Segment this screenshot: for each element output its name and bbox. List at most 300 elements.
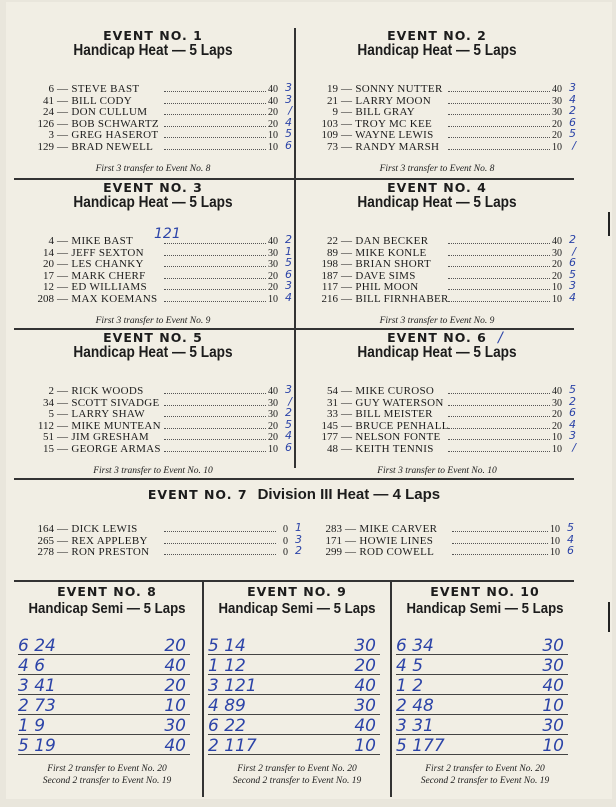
entry-points: 40 — [268, 236, 278, 247]
entry-points: 10 — [552, 282, 562, 293]
entry-points: 40 — [268, 386, 278, 397]
transfer-note: First 3 transfer to Event No. 8 — [379, 164, 495, 174]
entry-row — [298, 440, 576, 456]
entry-name-text: LARRY SHAW — [71, 408, 145, 420]
event-7-right-entries — [302, 521, 574, 559]
event-7-left-entries — [14, 521, 302, 559]
entry-name: — GEORGE ARMAS — [57, 442, 161, 455]
entry-name: — MIKE CARVER — [345, 523, 438, 535]
entry-number: 126 — [37, 117, 54, 130]
entry-number: 19 — [327, 83, 338, 95]
entry-row — [298, 92, 576, 108]
handwritten-rider: 2 117 — [208, 736, 257, 756]
handwritten-finish-mark: 3 — [285, 92, 292, 106]
handwritten-points: 10 — [354, 736, 376, 756]
handwritten-finish-mark: / — [288, 104, 292, 117]
leader-dots — [448, 114, 550, 115]
entry-points: 30 — [552, 95, 562, 107]
entry-name: — RANDY MARSH — [341, 140, 440, 153]
handwritten-finish-mark: 4 — [285, 115, 292, 129]
transfer-note: First 3 transfer to Event No. 8 — [95, 164, 211, 174]
handwritten-finish-mark: 3 — [295, 532, 302, 546]
handwritten-rider: 1 12 — [208, 656, 246, 676]
entry-name: — GREG HASEROT — [57, 129, 159, 141]
entry-number: 299 — [325, 546, 342, 558]
entry-points: 10 — [552, 443, 562, 455]
entry-number: 145 — [321, 419, 338, 432]
entry-number: 164 — [37, 523, 54, 535]
entry-name-text: DON CULLUM — [71, 106, 148, 118]
entry-row — [298, 256, 576, 271]
leader-dots — [164, 126, 266, 127]
handwritten-finish-mark: 5 — [569, 383, 576, 396]
entry-points: 30 — [268, 397, 278, 409]
handwritten-rider: 2 73 — [18, 696, 56, 716]
entry-name-text: STEVE BAST — [71, 83, 140, 95]
event-title: Handicap Heat — 5 Laps — [357, 344, 517, 361]
transfer-note: Second 2 transfer to Event No. 19 — [42, 776, 172, 786]
entry-name-text: REX APPLEBY — [71, 534, 148, 547]
entry-name-text: BILL MEISTER — [355, 408, 433, 420]
entry-name: — BRAD NEWELL — [57, 140, 154, 153]
entry-number: 103 — [321, 117, 338, 130]
entry-row — [298, 233, 576, 248]
entry-name-text: SCOTT SIVADGE — [71, 396, 160, 409]
entry-number: 20 — [43, 258, 54, 270]
handwritten-finish-mark: 3 — [569, 81, 576, 94]
entry-row — [14, 244, 292, 260]
leader-dots — [448, 289, 550, 290]
handwritten-finish-mark: 6 — [285, 138, 292, 152]
entry-name: — JIM GRESHAM — [57, 431, 149, 443]
handwritten-rider: 5 14 — [208, 636, 246, 656]
entry-row — [14, 92, 292, 108]
handwritten-points: 20 — [354, 656, 376, 676]
handwritten-finish-mark: 6 — [285, 440, 292, 454]
entry-row — [14, 544, 302, 559]
entry-name: — LARRY MOON — [341, 94, 431, 107]
entry-points: 10 — [268, 141, 278, 153]
entry-number: 283 — [325, 523, 342, 535]
handwritten-points: 40 — [542, 676, 564, 696]
leader-dots — [448, 301, 550, 302]
entry-number: 4 — [48, 235, 54, 247]
leader-dots — [164, 301, 266, 302]
entry-number: 2 — [48, 385, 54, 397]
leader-dots — [164, 278, 266, 279]
leader-dots — [164, 439, 266, 440]
entry-name: — BOB SCHWARTZ — [57, 117, 159, 130]
entry-name: — REX APPLEBY — [57, 534, 148, 547]
event-number: EVENT NO. 9 — [247, 584, 347, 599]
leader-dots — [448, 243, 550, 244]
leader-dots — [164, 405, 266, 406]
entry-name: — BRIAN SHORT — [341, 258, 432, 270]
leader-dots — [448, 255, 550, 256]
leader-dots — [164, 531, 276, 532]
row-divider — [14, 580, 574, 582]
entry-points: 20 — [268, 118, 278, 130]
entry-points: 10 — [268, 293, 278, 305]
entry-name: — TROY MC KEE — [341, 117, 432, 130]
handwritten-finish-mark: 5 — [285, 127, 292, 140]
entry-name: — KEITH TENNIS — [341, 442, 434, 455]
entry-name: — NELSON FONTE — [341, 431, 441, 443]
handwritten-rider: 3 121 — [208, 676, 257, 696]
entry-points: 20 — [552, 420, 562, 432]
handwritten-rider: 5 177 — [396, 736, 445, 756]
handwritten-finish-mark: 1 — [285, 244, 292, 258]
handwritten-finish-mark: 3 — [285, 383, 292, 396]
entry-points: 20 — [552, 270, 562, 282]
transfer-note: First 2 transfer to Event No. 20 — [237, 764, 357, 774]
handwritten-finish-mark: 2 — [285, 406, 292, 419]
event-cell — [298, 180, 576, 328]
handwritten-annotation: / — [498, 330, 503, 346]
handwritten-finish-mark: 3 — [569, 429, 576, 442]
event-entries — [298, 81, 576, 153]
entry-row — [14, 81, 292, 96]
entry-name-text: PHIL MOON — [355, 281, 419, 293]
handwritten-finish-mark: 6 — [569, 115, 576, 129]
handwritten-points: 40 — [354, 676, 376, 696]
entry-number: 73 — [327, 140, 338, 153]
entry-points: 10 — [552, 293, 562, 305]
handwritten-finish-mark: 4 — [569, 417, 576, 431]
entry-name: — MARK CHERF — [57, 269, 146, 282]
entry-number: 21 — [327, 94, 338, 107]
transfer-note: First 3 transfer to Event No. 10 — [93, 466, 213, 476]
handwritten-finish-mark: 6 — [569, 256, 576, 269]
handwritten-finish-mark: 6 — [569, 406, 576, 419]
entry-points: 20 — [268, 282, 278, 293]
event-cell — [14, 330, 292, 478]
entry-number: 177 — [321, 431, 338, 443]
entry-row — [14, 440, 292, 456]
entry-points: 20 — [268, 432, 278, 443]
entry-number: 117 — [321, 281, 338, 293]
entry-points: 40 — [552, 386, 562, 397]
entry-points: 20 — [552, 118, 562, 130]
entry-row — [298, 244, 576, 260]
leader-dots — [448, 137, 550, 138]
entry-number: 34 — [43, 396, 54, 409]
transfer-note: First 2 transfer to Event No. 20 — [47, 764, 167, 774]
entry-number: 3 — [48, 129, 54, 141]
handwritten-finish-mark: 4 — [569, 92, 576, 106]
event-title: Handicap Heat — 5 Laps — [73, 194, 233, 211]
entry-number: 12 — [43, 281, 54, 293]
entry-row — [298, 290, 576, 306]
handwritten-points: 30 — [164, 716, 186, 736]
entry-name-text: TROY MC KEE — [355, 117, 432, 130]
handwritten-rider: 2 48 — [396, 696, 434, 716]
event-title: Handicap Semi — 5 Laps — [218, 600, 376, 617]
entry-name: — BILL MEISTER — [341, 408, 433, 420]
leader-dots — [452, 543, 548, 544]
handwritten-points: 30 — [542, 656, 564, 676]
semi-cell — [14, 584, 200, 796]
leader-dots — [164, 91, 266, 92]
column-divider — [294, 28, 296, 468]
event-entries — [298, 383, 576, 455]
leader-dots — [448, 428, 550, 429]
leader-dots — [448, 126, 550, 127]
entry-name-text: HOWIE LINES — [359, 534, 434, 547]
entry-points: 20 — [552, 130, 562, 141]
event-title: Handicap Semi — 5 Laps — [406, 600, 564, 617]
entry-name: — LARRY SHAW — [57, 408, 145, 420]
entry-row — [298, 267, 576, 283]
handwritten-finish-mark: / — [572, 440, 576, 454]
entry-points: 0 — [283, 547, 288, 558]
entry-name: — SONNY NUTTER — [341, 83, 443, 95]
handwritten-points: 40 — [164, 656, 186, 676]
handwritten-finish-mark: 4 — [285, 429, 292, 442]
entry-points: 10 — [268, 443, 278, 455]
entry-name: — BILL GRAY — [341, 106, 415, 118]
entry-number: 51 — [43, 431, 54, 443]
leader-dots — [448, 149, 550, 150]
entry-row — [14, 256, 292, 271]
entry-number: 14 — [43, 246, 54, 259]
handwritten-rider: 6 34 — [396, 636, 434, 656]
leader-dots — [164, 255, 266, 256]
entry-name-text: BRUCE PENHALL — [355, 419, 449, 432]
handwritten-points: 40 — [354, 716, 376, 736]
event-number: EVENT NO. 1 — [103, 28, 203, 43]
entry-points: 20 — [552, 409, 562, 420]
handwritten-finish-mark: 5 — [285, 417, 292, 431]
entry-name-text: MIKE CARVER — [359, 523, 438, 535]
entry-row — [14, 394, 292, 410]
entry-points: 10 — [268, 130, 278, 141]
handwritten-rider: 1 9 — [18, 716, 46, 736]
handwritten-finish-mark: 2 — [295, 544, 302, 557]
handwritten-rider: 6 24 — [18, 636, 56, 656]
event-7-title: Division III Heat — 4 Laps — [257, 486, 441, 503]
handwritten-points: 20 — [164, 636, 186, 656]
entry-number: 89 — [327, 246, 338, 259]
entry-points: 30 — [552, 247, 562, 259]
leader-dots — [164, 554, 276, 555]
event-title: Handicap Heat — 5 Laps — [357, 194, 517, 211]
entry-points: 20 — [268, 107, 278, 118]
handwritten-annotation: 121 — [154, 226, 181, 242]
entry-number: 22 — [327, 235, 338, 247]
event-entries — [298, 233, 576, 305]
semi-cell — [204, 584, 390, 796]
entry-points: 30 — [268, 409, 278, 420]
entry-name: — BILL CODY — [57, 94, 133, 107]
event-number: EVENT NO. 5 — [103, 330, 203, 345]
leader-dots — [448, 393, 550, 394]
entry-name-text: DAN BECKER — [355, 235, 429, 247]
handwritten-finish-mark: 3 — [569, 279, 576, 292]
entry-number: 216 — [321, 292, 338, 305]
event-title: Handicap Heat — 5 Laps — [73, 344, 233, 361]
leader-dots — [164, 114, 266, 115]
entry-name: — HOWIE LINES — [345, 534, 434, 547]
leader-dots — [164, 137, 266, 138]
entry-name-text: GREG HASEROT — [71, 129, 159, 141]
entry-name-text: MARK CHERF — [71, 269, 146, 282]
leader-dots — [448, 103, 550, 104]
entry-name-text: GUY WATERSON — [355, 396, 444, 409]
entry-name: — WAYNE LEWIS — [341, 129, 434, 141]
entry-points: 30 — [268, 259, 278, 270]
entry-points: 40 — [268, 95, 278, 107]
entry-name-text: MIKE MUNTEAN — [71, 419, 161, 432]
entry-number: 31 — [327, 396, 338, 409]
transfer-note: Second 2 transfer to Event No. 19 — [420, 776, 550, 786]
entry-name: — RON PRESTON — [57, 546, 150, 558]
entry-points: 10 — [552, 141, 562, 153]
handwritten-rider: 4 5 — [396, 656, 424, 676]
entry-points: 0 — [283, 524, 288, 535]
transfer-note: First 3 transfer to Event No. 9 — [379, 316, 495, 326]
entry-number: 112 — [37, 419, 54, 432]
handwritten-points: 10 — [542, 736, 564, 756]
entry-points: 30 — [268, 247, 278, 259]
handwritten-finish-mark: / — [288, 394, 292, 408]
page-edge-mark — [608, 602, 610, 632]
event-number: EVENT NO. 4 — [387, 180, 487, 195]
entry-points: 10 — [552, 432, 562, 443]
entry-number: 24 — [43, 106, 54, 118]
entry-row — [298, 104, 576, 119]
leader-dots — [164, 103, 266, 104]
event-cell — [298, 28, 576, 176]
transfer-note: Second 2 transfer to Event No. 19 — [232, 776, 362, 786]
handwritten-rider: 5 19 — [18, 736, 56, 756]
leader-dots — [452, 531, 548, 532]
entry-name-text: GEORGE ARMAS — [71, 442, 161, 455]
entry-name: — MIKE MUNTEAN — [57, 419, 161, 432]
entry-number: 41 — [43, 94, 54, 107]
entry-name: — DAVE SIMS — [341, 269, 416, 282]
handwritten-finish-mark: 2 — [285, 233, 292, 246]
entry-name-text: BOB SCHWARTZ — [71, 117, 159, 130]
entry-number: 129 — [37, 140, 54, 153]
entry-name-text: ROD COWELL — [359, 546, 435, 558]
handwritten-rider: 4 6 — [18, 656, 46, 676]
entry-points: 10 — [550, 535, 560, 547]
entry-row — [14, 532, 302, 548]
entry-name-text: NELSON FONTE — [355, 431, 441, 443]
entry-name-text: JIM GRESHAM — [71, 431, 149, 443]
event-entries — [14, 383, 292, 455]
entry-name: — DON CULLUM — [57, 106, 148, 118]
entry-name-text: WAYNE LEWIS — [355, 129, 434, 141]
entry-name-text: KEITH TENNIS — [355, 442, 434, 455]
leader-dots — [164, 393, 266, 394]
leader-dots — [448, 405, 550, 406]
entry-number: 198 — [321, 258, 338, 270]
entry-number: 109 — [321, 129, 338, 141]
leader-dots — [164, 289, 266, 290]
page-edge-mark — [608, 212, 610, 236]
event-number: EVENT NO. 2 — [387, 28, 487, 43]
entry-points: 10 — [550, 547, 560, 558]
entry-name: — ED WILLIAMS — [57, 281, 147, 293]
leader-dots — [452, 554, 548, 555]
entry-name: — BILL FIRNHABER — [341, 292, 449, 305]
entry-name-text: LARRY MOON — [355, 94, 431, 107]
leader-dots — [164, 266, 266, 267]
handwritten-rider: 6 22 — [208, 716, 246, 736]
handwritten-rider: 3 41 — [18, 676, 56, 696]
entry-row — [14, 267, 292, 283]
handwritten-finish-mark: 5 — [569, 267, 576, 281]
entry-number: 33 — [327, 408, 338, 420]
handwritten-points: 10 — [164, 696, 186, 716]
entry-points: 30 — [552, 397, 562, 409]
entry-points: 0 — [283, 535, 288, 547]
event-number: EVENT NO. 10 — [430, 584, 540, 599]
entry-number: 6 — [48, 83, 54, 95]
entry-name: — ROD COWELL — [345, 546, 435, 558]
entry-row — [14, 521, 302, 536]
entry-name: — STEVE BAST — [57, 83, 140, 95]
leader-dots — [164, 243, 266, 244]
event-title: Handicap Semi — 5 Laps — [28, 600, 186, 617]
entry-name-text: LES CHANKY — [71, 258, 144, 270]
handwritten-points: 20 — [164, 676, 186, 696]
handwritten-finish-mark: 5 — [569, 127, 576, 140]
entry-points: 20 — [268, 420, 278, 432]
entry-number: 171 — [325, 534, 342, 547]
entry-points: 40 — [552, 84, 562, 95]
entry-name-text: DAVE SIMS — [355, 269, 416, 282]
handwritten-finish-mark: 3 — [285, 279, 292, 292]
event-number: EVENT NO. 3 — [103, 180, 203, 195]
entry-number: 187 — [321, 269, 338, 282]
leader-dots — [164, 428, 266, 429]
entry-name-text: MAX KOEMANS — [71, 292, 158, 305]
handwritten-finish-mark: 4 — [567, 532, 574, 546]
handwritten-points: 30 — [354, 636, 376, 656]
semi-cell — [392, 584, 578, 796]
entry-points: 30 — [552, 107, 562, 118]
entry-number: 17 — [43, 269, 54, 282]
entry-number: 9 — [332, 106, 338, 118]
entry-number: 48 — [327, 442, 338, 455]
entry-name: — MIKE CUROSO — [341, 385, 435, 397]
handwritten-finish-mark: / — [572, 244, 576, 258]
entry-number: 265 — [37, 534, 54, 547]
handwritten-points: 40 — [164, 736, 186, 756]
entry-row — [14, 138, 292, 154]
program-sheet — [6, 2, 612, 799]
entry-name-text: BRIAN SHORT — [355, 258, 432, 270]
leader-dots — [448, 451, 550, 452]
entry-name-text: ED WILLIAMS — [71, 281, 147, 293]
handwritten-finish-mark: 3 — [285, 81, 292, 94]
handwritten-finish-mark: 4 — [285, 290, 292, 304]
entry-row — [298, 81, 576, 96]
leader-dots — [164, 149, 266, 150]
entry-name-text: BILL FIRNHABER — [355, 292, 449, 305]
leader-dots — [164, 416, 266, 417]
entry-name: — MAX KOEMANS — [57, 292, 158, 305]
handwritten-points: 30 — [542, 636, 564, 656]
handwritten-rider: 1 2 — [396, 676, 424, 696]
event-title: Handicap Heat — 5 Laps — [73, 42, 233, 59]
entry-name: — GUY WATERSON — [341, 396, 444, 409]
entry-name-text: BILL CODY — [71, 94, 133, 107]
leader-dots — [448, 416, 550, 417]
